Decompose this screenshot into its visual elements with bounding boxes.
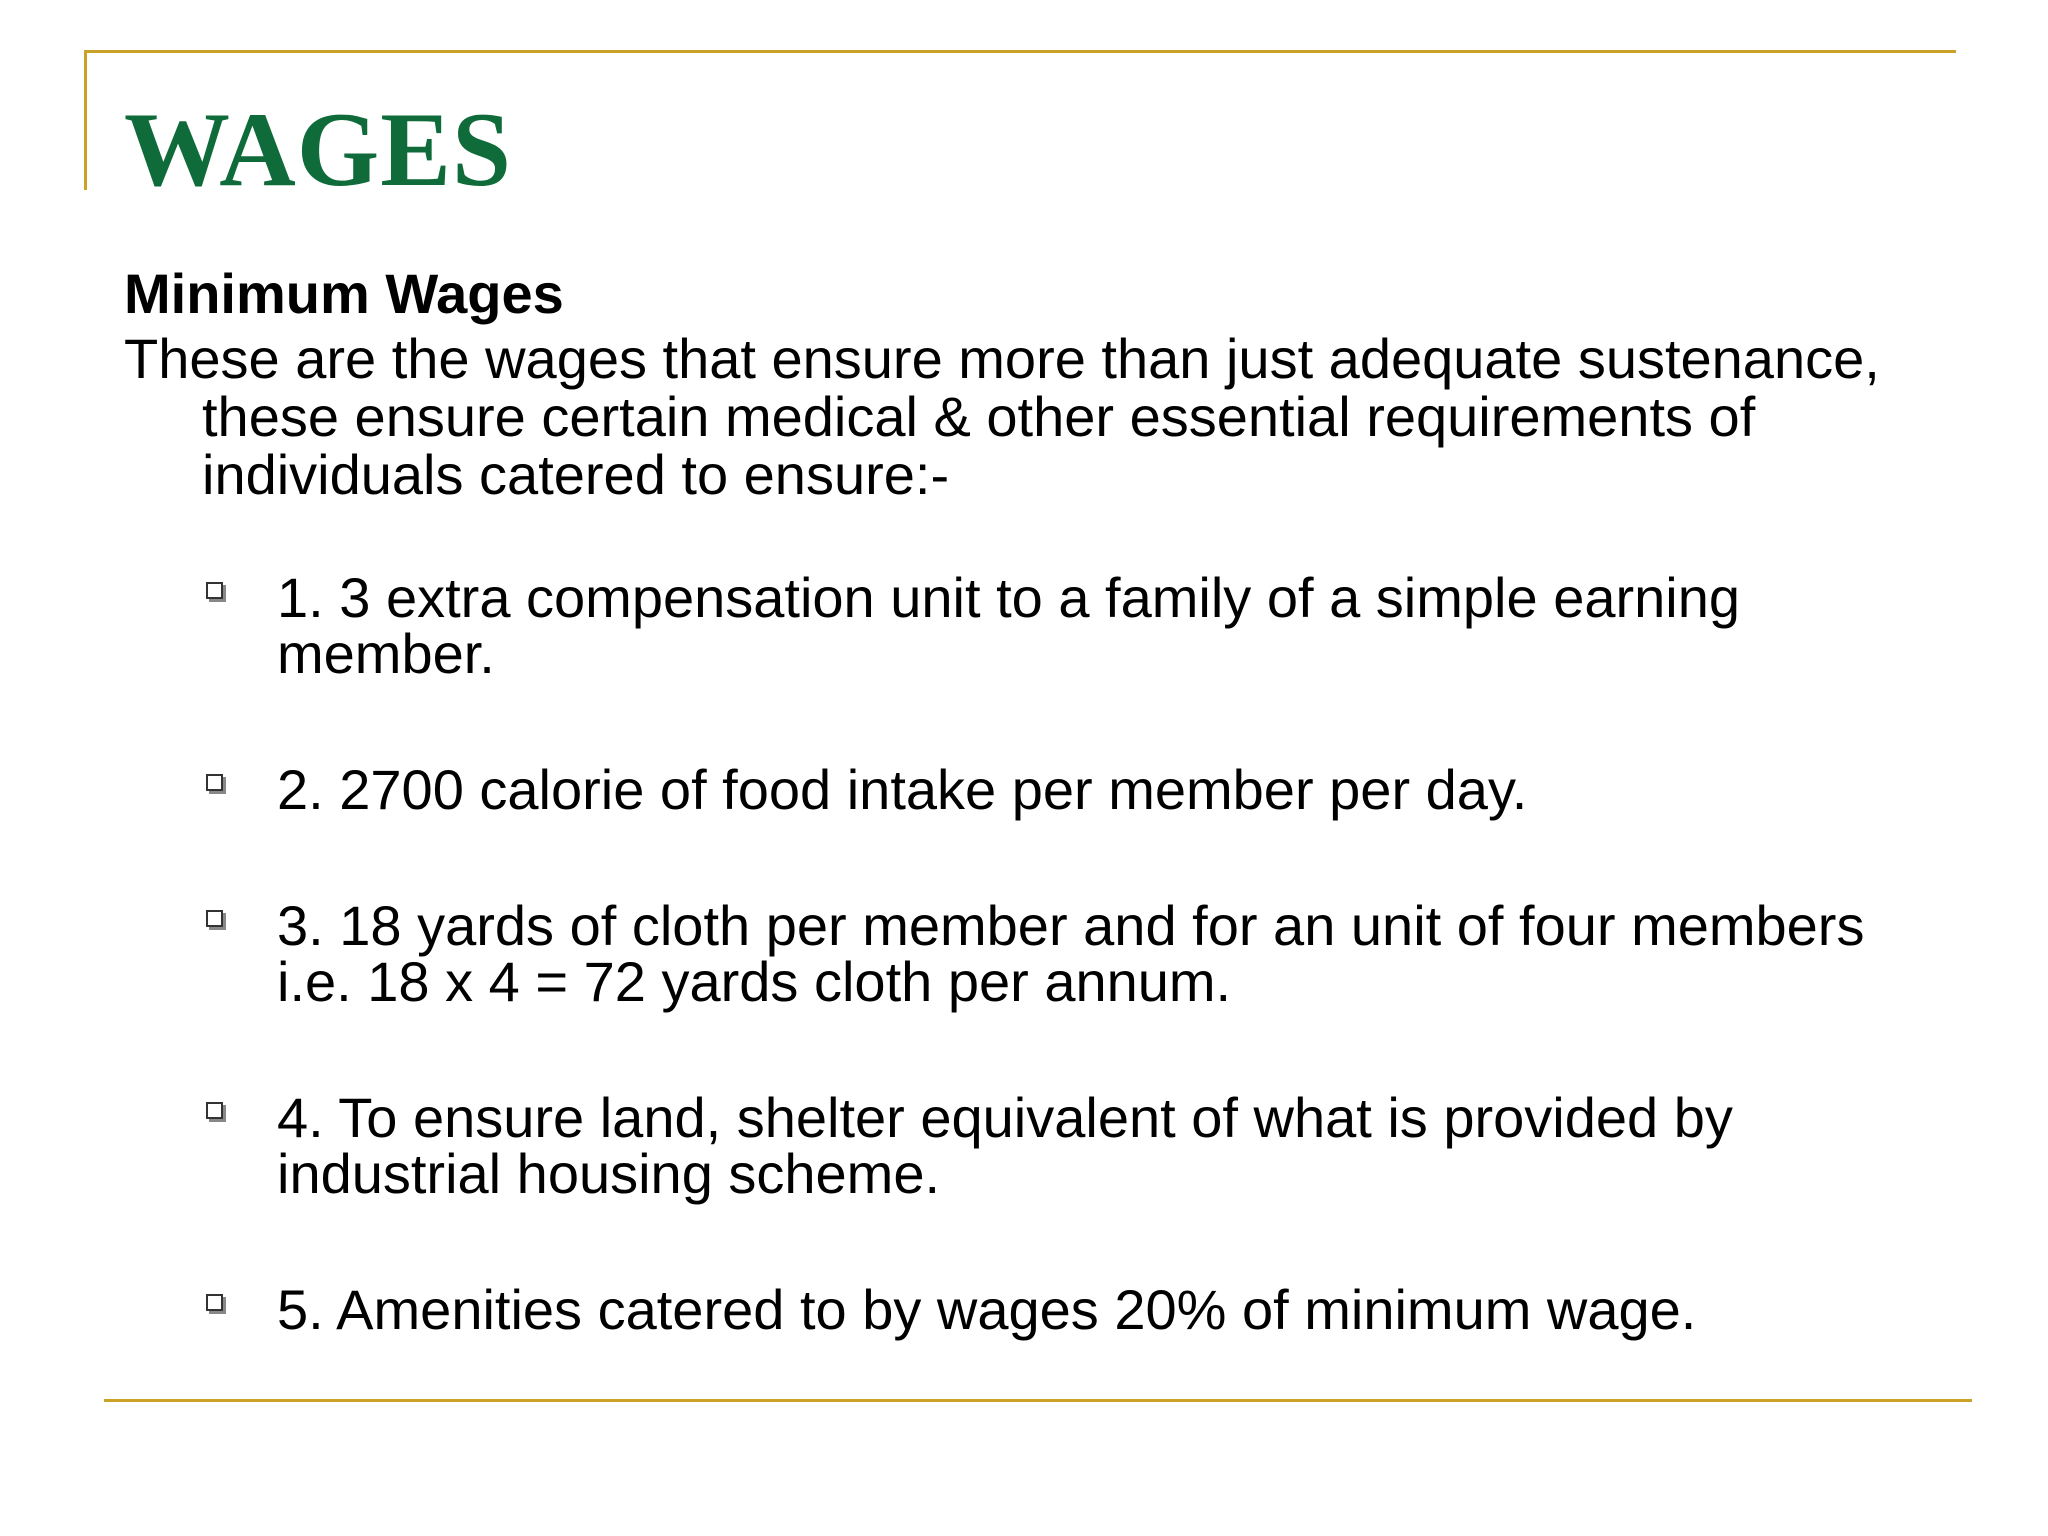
- intro-paragraph: These are the wages that ensure more than just adequate sustenance, these ensure certain medical & other essential requirements of individuals catered to ensure:-: [124, 327, 1880, 506]
- bullet-item-1: [124, 566, 1944, 685]
- bullet-text: 3. 18 yards of cloth per member and for an unit of four members i.e. 18 x 4 = 72 yards cloth per annum.: [277, 894, 1865, 1013]
- slide-body: [124, 258, 1944, 1341]
- square-bullet-icon: [206, 774, 223, 791]
- square-bullet-icon: [206, 910, 223, 927]
- subheading: Minimum Wages: [124, 262, 564, 325]
- bullet-text: 4. To ensure land, shelter equivalent of what is provided by industrial housing scheme.: [277, 1086, 1733, 1205]
- bullet-item-4: [124, 1086, 1944, 1205]
- bullet-list: [124, 566, 1944, 1341]
- square-bullet-icon: [206, 582, 223, 599]
- bottom-rule: [104, 1399, 1972, 1402]
- square-bullet-icon: [206, 1102, 223, 1119]
- bullet-item-5: [124, 1278, 1944, 1341]
- slide-title: WAGES: [124, 91, 512, 208]
- left-rule: [84, 50, 87, 190]
- bullet-text: 2. 2700 calorie of food intake per member per day.: [277, 758, 1528, 821]
- bullet-text: 1. 3 extra compensation unit to a family of a simple earning member.: [277, 566, 1740, 685]
- bullet-text: 5. Amenities catered to by wages 20% of minimum wage.: [277, 1278, 1697, 1341]
- bullet-item-2: [124, 758, 1944, 821]
- square-bullet-icon: [206, 1294, 223, 1311]
- top-rule: [84, 50, 1956, 53]
- bullet-item-3: [124, 894, 1944, 1013]
